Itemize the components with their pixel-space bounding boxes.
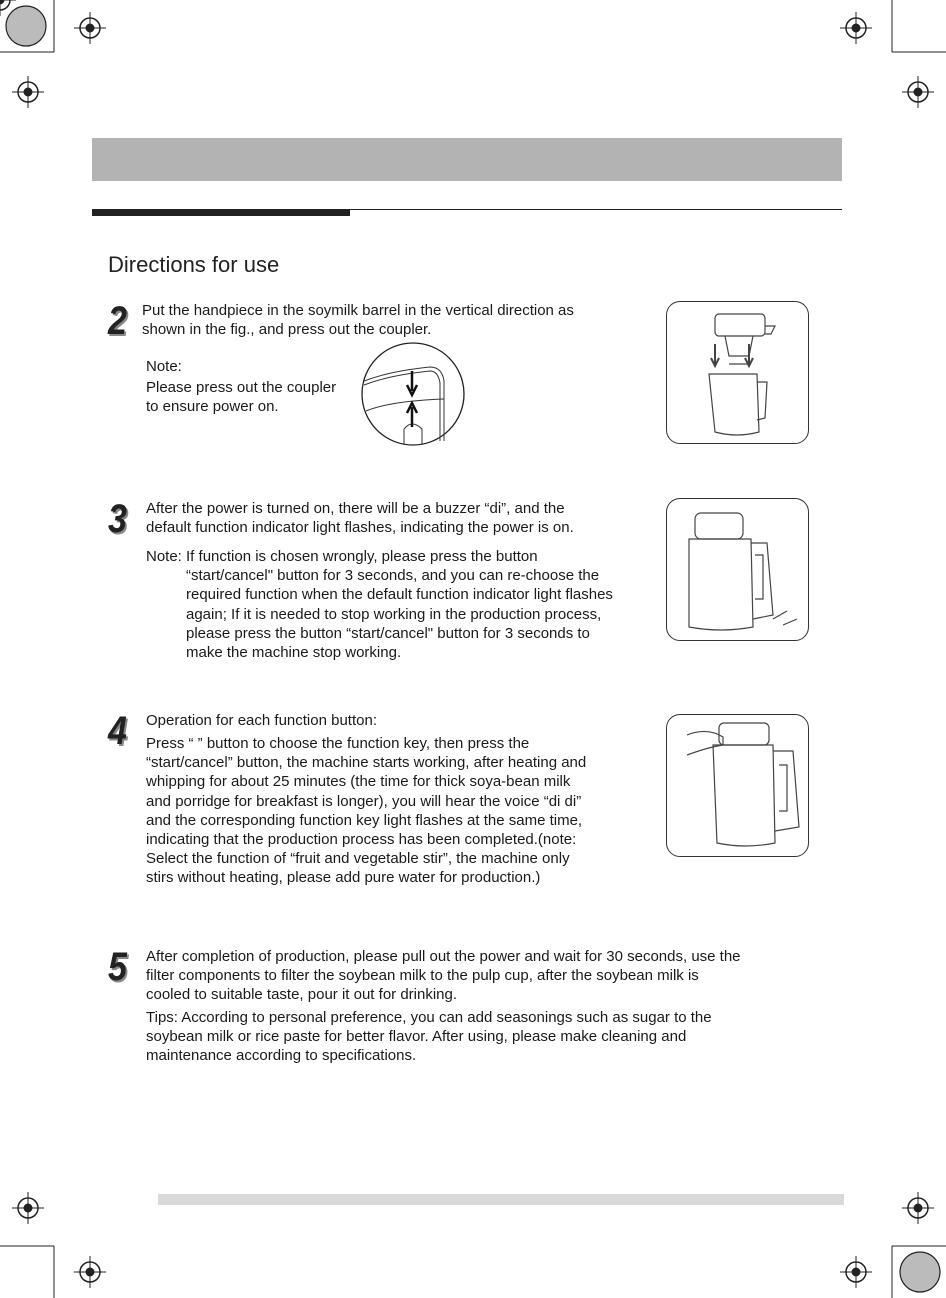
section-title: Directions for use: [108, 252, 280, 277]
section-rule-thin: [350, 209, 842, 210]
step-tips: Tips: According to personal preference, you can add seasonings such as sugar to the soybean milk or rice paste for better flavor. After using, please make cleaning and maintenance according to specifications.: [146, 1009, 712, 1065]
step-note: Note: If function is chosen wrongly, please press the button “start/cancel" button for 3 seconds, and you can re-choose the required function when the default function indicator light flashes again; If it is needed to stop working in the production process, please press the button “start/cancel" button for 3 seconds to make the machine stop working.: [146, 548, 613, 661]
step-note: Note: Please press out the coupler to ensure power on.: [146, 358, 337, 416]
step-text: Press “ ” button to choose the function key, then press the “start/cancel” button, the machine starts working, after heating and whipping for about 25 minutes (the time for thick soya-bean milk and porridge for breakfast is longer), you will hear the voice “di di” and the corresponding function key light flashes at the same time, indicating that the production process has been completed.(note: Select the function of “fruit and vegetable stir”, the machine only stirs without heating, please add pure water for production.): [146, 735, 587, 887]
section-rule: [92, 209, 350, 216]
step-number: 5: [108, 945, 127, 989]
step-number: 3: [108, 497, 127, 541]
step-text: After the power is turned on, there will be a buzzer “di”, and the default function indicator light flashes, indicating the power is on.: [146, 500, 574, 537]
coupler-detail-illustration: [360, 341, 466, 447]
step-number: 4: [108, 709, 127, 753]
step-2-illustration: [666, 301, 809, 444]
step-number: 2: [108, 299, 127, 343]
step-text: Put the handpiece in the soymilk barrel in the vertical direction as shown in the fig., and press out the coupler.: [142, 302, 574, 339]
step-4-illustration: [666, 714, 809, 857]
step-text: Operation for each function button:: [146, 712, 377, 729]
step-3-illustration: [666, 498, 809, 641]
step-text: After completion of production, please pull out the power and wait for 30 seconds, use the filter components to filter the soybean milk to the pulp cup, after the soybean milk is cooled to suitable taste, pour it out for drinking.: [146, 948, 741, 1004]
footer-bar: [158, 1194, 844, 1205]
header-banner: [92, 138, 842, 181]
